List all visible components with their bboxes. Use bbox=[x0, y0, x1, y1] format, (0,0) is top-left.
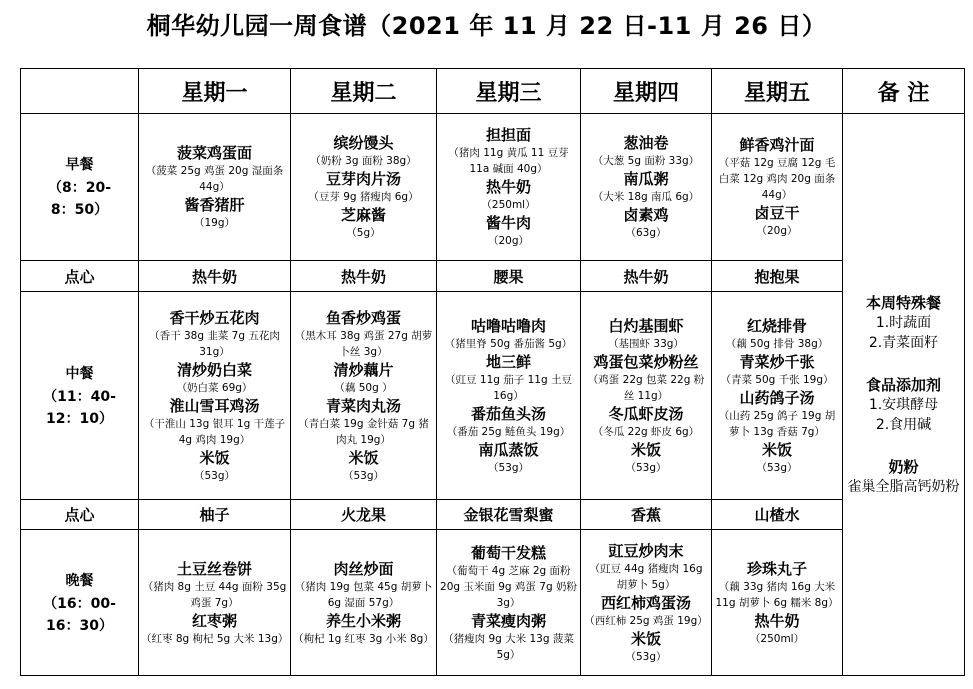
dish-ingredients: （20g） bbox=[756, 225, 798, 237]
meal-cell bbox=[581, 114, 712, 261]
dish-name: 芝麻酱 bbox=[340, 206, 386, 224]
dish-name: 青菜炒千张 bbox=[739, 352, 815, 371]
meal-cell bbox=[291, 292, 437, 500]
dish-ingredients: （大米 18g 南瓜 6g） bbox=[592, 191, 700, 203]
dish-name: 米饭 bbox=[630, 629, 661, 648]
dish-ingredients: （冬瓜 22g 虾皮 6g） bbox=[592, 425, 700, 438]
meal-time: 8：50） bbox=[50, 202, 109, 218]
meal-cell bbox=[712, 530, 843, 676]
special-meal-item: 1.时蔬面 bbox=[875, 314, 932, 331]
meal-cell bbox=[139, 530, 291, 676]
dish-ingredients: （53g） bbox=[625, 650, 667, 663]
additive-title: 食品添加剂 bbox=[865, 375, 941, 394]
dish-ingredients: （250ml） bbox=[749, 632, 805, 645]
dish-name: 咕噜咕噜肉 bbox=[470, 316, 546, 335]
dinner-row bbox=[21, 530, 965, 676]
dish-ingredients: （青白菜 19g 金针菇 7g 猪肉丸 19g） bbox=[298, 417, 429, 446]
snack-label: 点心 bbox=[21, 261, 139, 292]
dish-name: 青菜肉丸汤 bbox=[325, 396, 401, 415]
meal-cell bbox=[291, 530, 437, 676]
dish-name: 米饭 bbox=[761, 440, 792, 459]
day-header: 星期二 bbox=[291, 69, 437, 114]
notes-header: 备 注 bbox=[843, 69, 965, 114]
weekly-menu-table bbox=[20, 68, 965, 676]
dish-ingredients: （菠菜 25g 鸡蛋 20g 湿面条 44g） bbox=[145, 165, 284, 193]
dish-ingredients: （基围虾 33g） bbox=[608, 337, 684, 350]
dish-ingredients: （豇豆 11g 茄子 11g 土豆 16g） bbox=[445, 373, 572, 402]
dish-name: 西红柿鸡蛋汤 bbox=[600, 593, 691, 612]
snack-item: 热牛奶 bbox=[139, 261, 291, 292]
day-header: 星期一 bbox=[139, 69, 291, 114]
snack-item: 热牛奶 bbox=[581, 261, 712, 292]
meal-cell bbox=[139, 292, 291, 500]
snack-row bbox=[21, 261, 965, 292]
dish-ingredients: （藕 50g 排骨 38g） bbox=[725, 337, 829, 350]
meal-cell bbox=[437, 114, 581, 261]
dish-name: 淮山雪耳鸡汤 bbox=[169, 396, 260, 415]
dish-ingredients: （豆芽 9g 猪瘦肉 6g） bbox=[308, 191, 419, 203]
snack-item: 山楂水 bbox=[712, 500, 843, 530]
dish-ingredients: （20g） bbox=[487, 235, 530, 247]
day-header: 星期五 bbox=[712, 69, 843, 114]
dish-name: 红枣粥 bbox=[191, 611, 237, 630]
dish-name: 米饭 bbox=[348, 448, 379, 467]
meal-cell bbox=[712, 292, 843, 500]
snack-item: 香蕉 bbox=[581, 500, 712, 530]
dish-ingredients: （5g） bbox=[346, 227, 381, 239]
meal-time: （11：40- bbox=[43, 388, 116, 405]
dish-ingredients: （豇豆 44g 猪瘦肉 16g 胡萝卜 5g） bbox=[589, 562, 703, 591]
dish-ingredients: （猪肉 19g 包菜 45g 胡萝卜 6g 湿面 57g） bbox=[294, 580, 433, 609]
dish-name: 酱香猪肝 bbox=[184, 196, 245, 214]
dish-ingredients: （53g） bbox=[625, 461, 667, 474]
dish-name: 肉丝炒面 bbox=[333, 559, 394, 578]
dish-ingredients: （黑木耳 38g 鸡蛋 27g 胡萝卜丝 3g） bbox=[294, 329, 433, 358]
dish-name: 卤豆干 bbox=[754, 204, 800, 222]
dish-ingredients: （鸡蛋 22g 包菜 22g 粉丝 11g） bbox=[587, 373, 705, 402]
dish-name: 缤纷馒头 bbox=[333, 134, 394, 152]
meal-label-cell bbox=[21, 114, 139, 261]
dish-name: 南瓜蒸饭 bbox=[478, 440, 539, 459]
meal-name: 早餐 bbox=[65, 157, 94, 173]
dish-name: 地三鲜 bbox=[485, 352, 531, 371]
page-title: 桐华幼儿园一周食谱（2021 年 11 月 22 日-11 月 26 日） bbox=[146, 12, 827, 40]
dish-ingredients: （枸杞 1g 红枣 3g 小米 8g） bbox=[293, 632, 434, 645]
snack-label: 点心 bbox=[21, 500, 139, 530]
milk-title: 奶粉 bbox=[888, 457, 919, 476]
meal-time: 12：10） bbox=[46, 410, 113, 427]
milk-description: 雀巢全脂高钙奶粉 bbox=[847, 478, 960, 495]
meal-cell bbox=[712, 114, 843, 261]
meal-cell bbox=[437, 292, 581, 500]
dish-name: 红烧排骨 bbox=[746, 316, 807, 335]
dish-name: 担担面 bbox=[485, 126, 531, 144]
meal-label-cell bbox=[21, 530, 139, 676]
dish-ingredients: （干淮山 13g 银耳 1g 干莲子 4g 鸡肉 19g） bbox=[143, 417, 286, 446]
day-header: 星期四 bbox=[581, 69, 712, 114]
dish-name: 米饭 bbox=[630, 440, 661, 459]
dish-ingredients: （藕 50g ） bbox=[334, 381, 393, 394]
dish-ingredients: （猪肉 8g 土豆 44g 面粉 35g 鸡蛋 7g） bbox=[142, 580, 287, 609]
dish-ingredients: （53g） bbox=[193, 469, 236, 482]
dish-ingredients: （红枣 8g 枸杞 5g 大米 13g） bbox=[141, 632, 289, 645]
snack-item: 柚子 bbox=[139, 500, 291, 530]
dish-name: 山药鸽子汤 bbox=[739, 388, 815, 407]
dish-ingredients: （63g） bbox=[625, 227, 667, 239]
dish-name: 豆芽肉片汤 bbox=[325, 170, 401, 188]
dish-name: 南瓜粥 bbox=[623, 170, 669, 188]
meal-time: 16：30） bbox=[46, 617, 113, 634]
dish-name: 鱼香炒鸡蛋 bbox=[325, 308, 401, 327]
dish-name: 土豆丝卷饼 bbox=[176, 559, 252, 578]
dish-name: 米饭 bbox=[199, 448, 230, 467]
dish-ingredients: （藕 33g 猪肉 16g 大米 11g 胡萝卜 6g 糯米 8g） bbox=[715, 580, 839, 609]
meal-cell bbox=[139, 114, 291, 261]
breakfast-row bbox=[21, 114, 965, 261]
meal-cell bbox=[291, 114, 437, 261]
dish-ingredients: （番茄 25g 鲢鱼头 19g） bbox=[446, 425, 571, 438]
snack-item: 火龙果 bbox=[291, 500, 437, 530]
dish-name: 鲜香鸡汁面 bbox=[739, 136, 815, 154]
snack-item: 腰果 bbox=[437, 261, 581, 292]
dish-ingredients: （山药 25g 鸽子 19g 胡萝卜 13g 香菇 7g） bbox=[718, 409, 836, 438]
dish-name: 清炒藕片 bbox=[333, 360, 394, 379]
dish-name: 白灼基围虾 bbox=[608, 316, 684, 335]
corner-cell bbox=[21, 69, 139, 114]
dish-name: 养生小米粥 bbox=[325, 611, 401, 630]
dish-name: 菠菜鸡蛋面 bbox=[176, 144, 252, 162]
additive-item: 2.食用碱 bbox=[875, 416, 932, 433]
special-meal-item: 2.青菜面籽 bbox=[868, 334, 939, 351]
dish-name: 葡萄干发糕 bbox=[470, 543, 546, 562]
dish-ingredients: （香干 38g 韭菜 7g 五花肉 31g） bbox=[149, 329, 280, 358]
dish-ingredients: （53g） bbox=[756, 461, 798, 474]
day-header: 星期三 bbox=[437, 69, 581, 114]
notes-cell bbox=[843, 114, 965, 676]
meal-label-cell bbox=[21, 292, 139, 500]
dish-ingredients: （奶白菜 69g） bbox=[176, 381, 253, 394]
dish-ingredients: （平菇 12g 豆腐 12g 毛白菜 12g 鸡肉 20g 面条 44g） bbox=[718, 157, 836, 201]
meal-time: （8：20- bbox=[47, 180, 112, 196]
dish-ingredients: （猪肉 11g 黄瓜 11 豆芽 11a 碱面 40g） bbox=[448, 147, 569, 175]
dish-ingredients: （53g） bbox=[342, 469, 385, 482]
snack-item: 金银花雪梨蜜 bbox=[437, 500, 581, 530]
additive-item: 1.安琪酵母 bbox=[868, 396, 939, 413]
header-row bbox=[21, 69, 965, 114]
dish-ingredients: （19g） bbox=[193, 217, 236, 229]
dish-ingredients: （猪瘦肉 9g 大米 13g 菠菜 5g） bbox=[443, 632, 574, 661]
dish-name: 豇豆炒肉末 bbox=[608, 541, 684, 560]
dish-name: 香干炒五花肉 bbox=[169, 308, 260, 327]
meal-time: （16：00- bbox=[43, 595, 116, 612]
snack-item: 热牛奶 bbox=[291, 261, 437, 292]
dish-ingredients: （250ml） bbox=[481, 199, 536, 211]
dish-name: 热牛奶 bbox=[485, 178, 531, 196]
dish-ingredients: （奶粉 3g 面粉 38g） bbox=[310, 155, 417, 167]
dish-name: 鸡蛋包菜炒粉丝 bbox=[593, 352, 699, 371]
dish-ingredients: （大葱 5g 面粉 33g） bbox=[592, 155, 700, 167]
meal-cell bbox=[581, 292, 712, 500]
meal-name: 晚餐 bbox=[65, 572, 94, 589]
special-meal-title: 本周特殊餐 bbox=[865, 293, 941, 312]
dish-ingredients: （猪里脊 50g 番茄酱 5g） bbox=[444, 337, 573, 350]
lunch-row bbox=[21, 292, 965, 500]
dish-ingredients: （青菜 50g 千张 19g） bbox=[720, 373, 834, 386]
dish-name: 热牛奶 bbox=[754, 611, 800, 630]
meal-cell bbox=[581, 530, 712, 676]
dish-name: 珍珠丸子 bbox=[746, 559, 807, 578]
meal-name: 中餐 bbox=[65, 365, 94, 382]
dish-ingredients: （西红柿 25g 鸡蛋 19g） bbox=[584, 614, 708, 627]
snack-item: 抱抱果 bbox=[712, 261, 843, 292]
dish-name: 葱油卷 bbox=[623, 134, 669, 152]
snack-row bbox=[21, 500, 965, 530]
dish-name: 清炒奶白菜 bbox=[176, 360, 252, 379]
meal-cell bbox=[437, 530, 581, 676]
dish-name: 青菜瘦肉粥 bbox=[470, 611, 546, 630]
dish-name: 酱牛肉 bbox=[485, 214, 531, 232]
dish-name: 番茄鱼头汤 bbox=[470, 404, 546, 423]
dish-name: 卤素鸡 bbox=[623, 206, 669, 224]
dish-ingredients: （葡萄干 4g 芝麻 2g 面粉 20g 玉米面 9g 鸡蛋 7g 奶粉 3g） bbox=[440, 564, 577, 609]
dish-name: 冬瓜虾皮汤 bbox=[608, 404, 684, 423]
dish-ingredients: （53g） bbox=[487, 461, 530, 474]
